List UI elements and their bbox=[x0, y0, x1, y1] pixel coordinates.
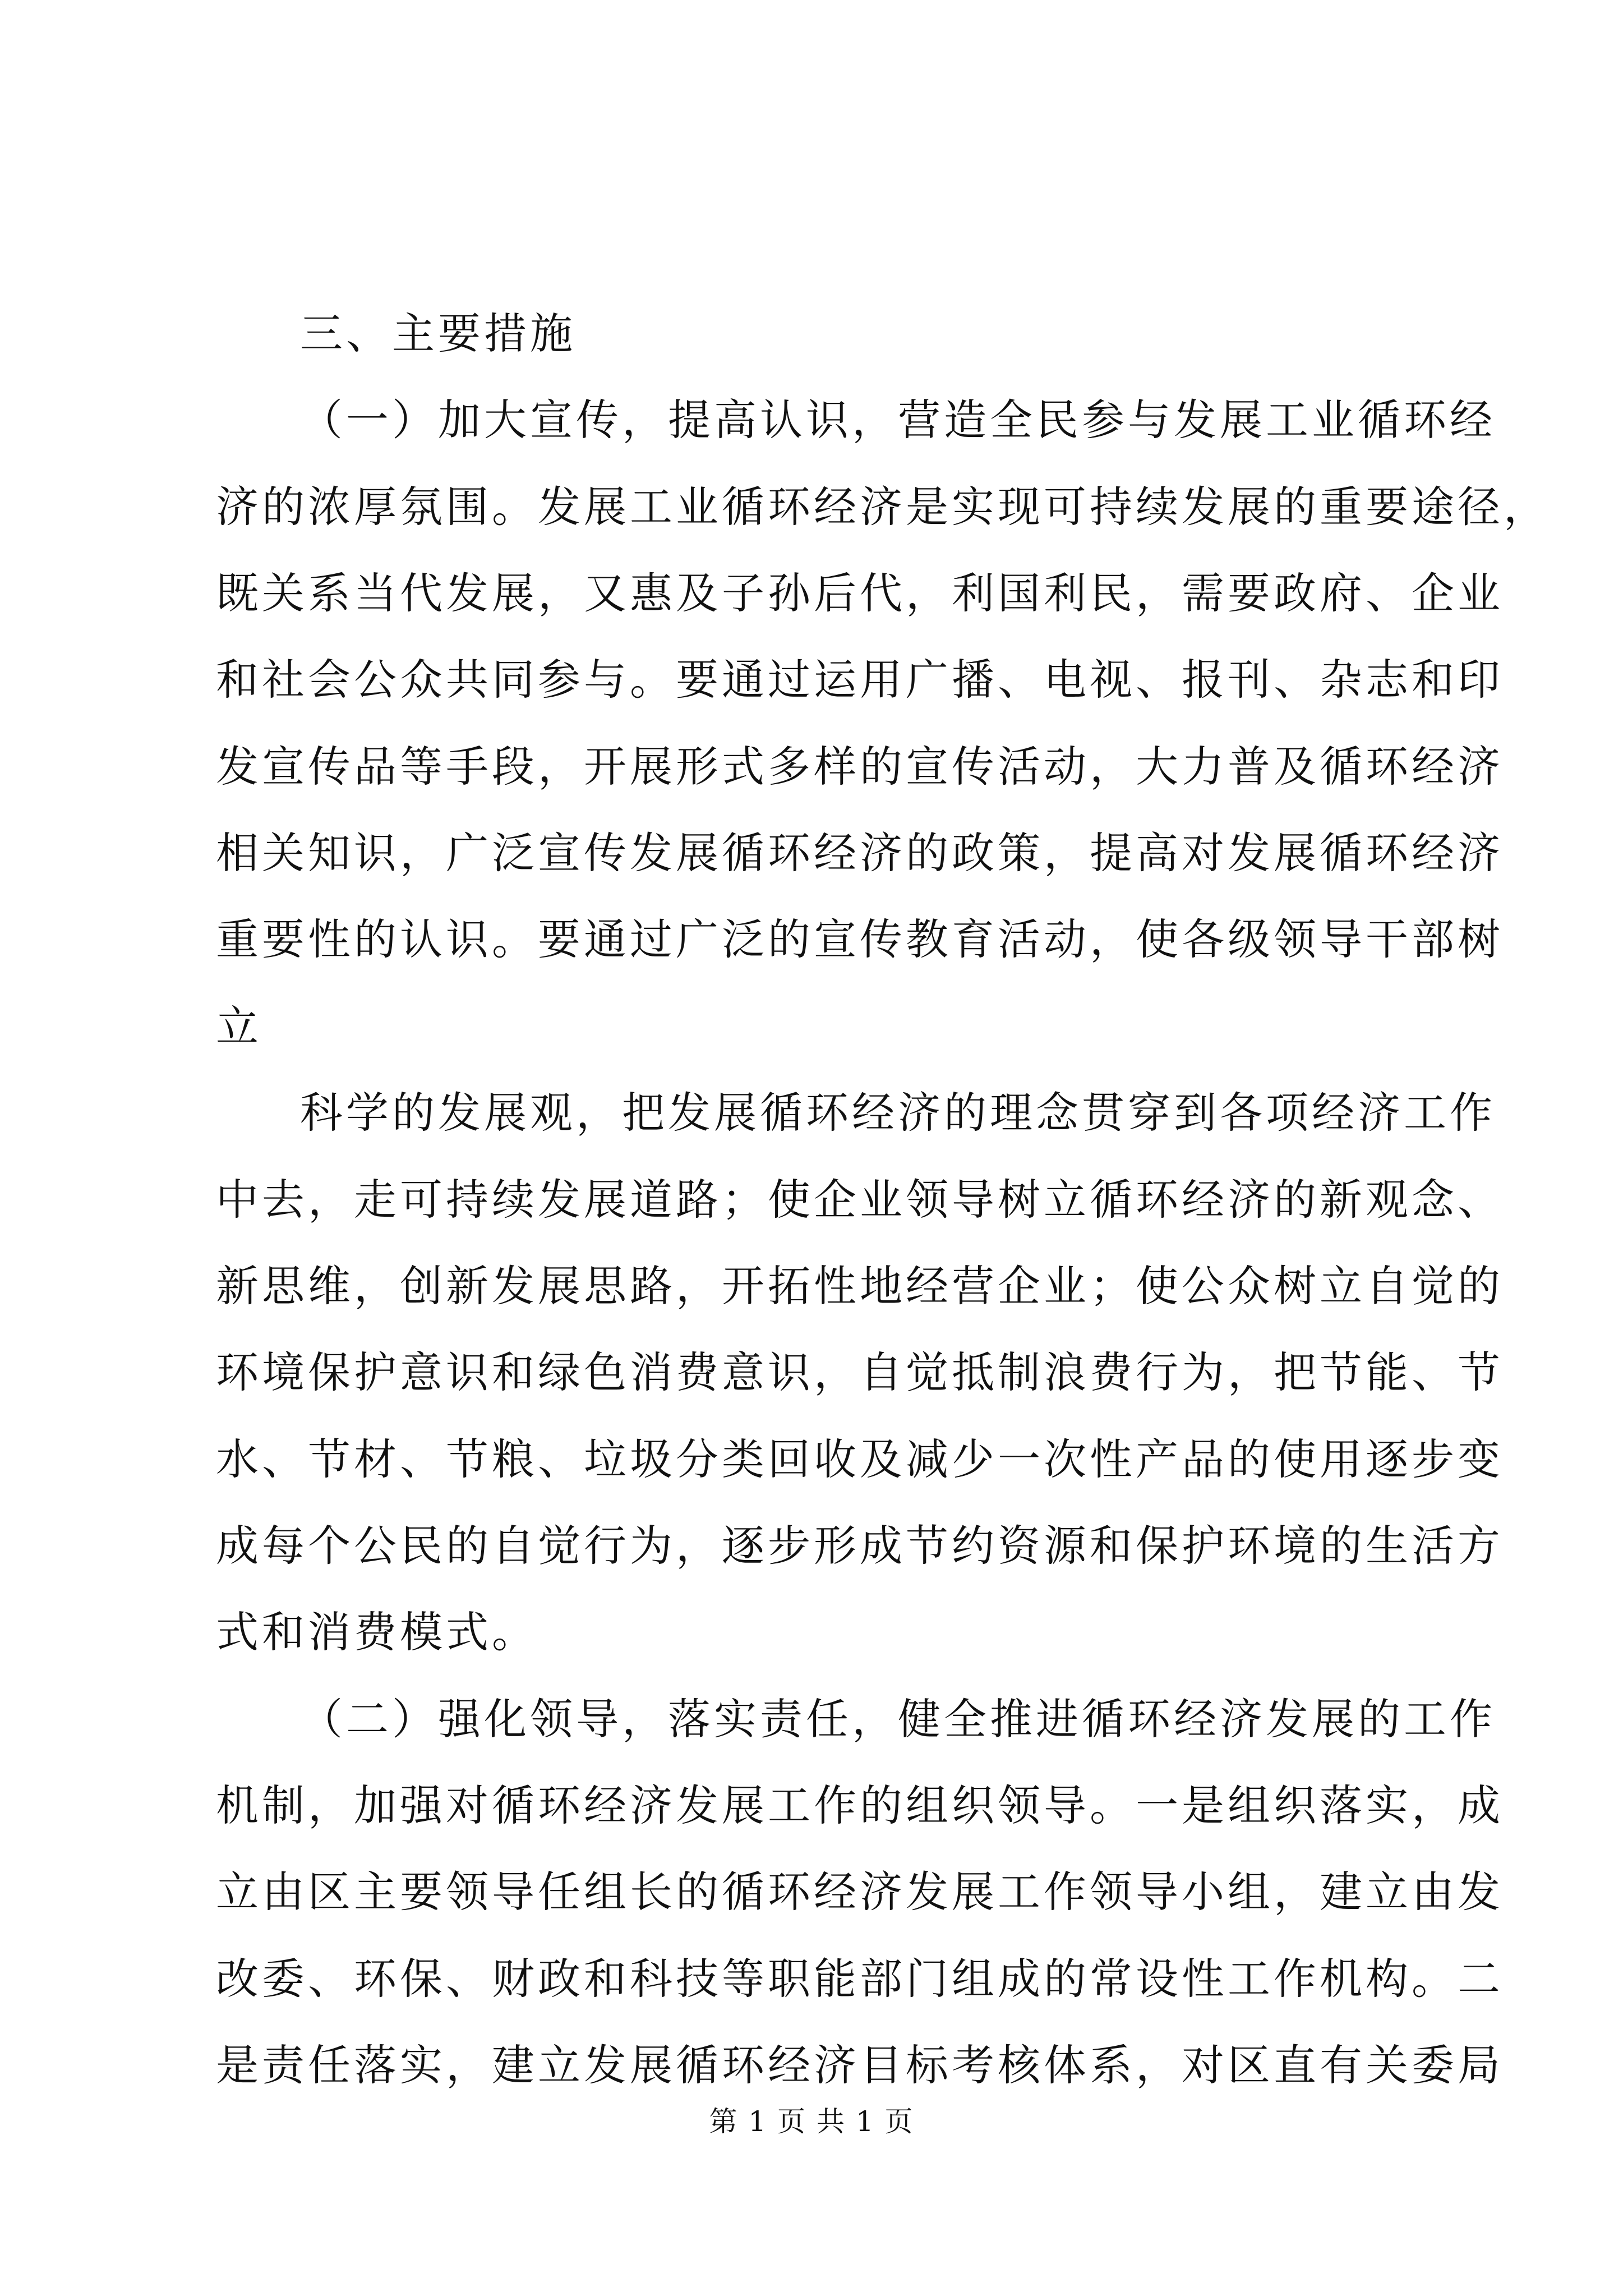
paragraph-2-line-5: 水、节材、节粮、垃圾分类回收及减少一次性产品的使用逐步变 bbox=[216, 1434, 1504, 1484]
paragraph-3-line-1: （二）强化领导，落实责任，健全推进循环经济发展的工作 bbox=[300, 1694, 1496, 1744]
paragraph-2-line-2: 中去，走可持续发展道路；使企业领导树立循环经济的新观念、 bbox=[216, 1175, 1504, 1225]
paragraph-1-line-5: 发宣传品等手段，开展形式多样的宣传活动，大力普及循环经济 bbox=[216, 742, 1504, 792]
paragraph-1-line-4: 和社会公众共同参与。要通过运用广播、电视、报刊、杂志和印 bbox=[216, 655, 1504, 705]
paragraph-3-line-3: 立由区主要领导任组长的循环经济发展工作领导小组，建立由发 bbox=[216, 1867, 1504, 1917]
paragraph-1-line-1: （一）加大宣传，提高认识，营造全民参与发展工业循环经 bbox=[300, 395, 1496, 445]
paragraph-line-19: 改委、环保、财政和科技等职能部门组成的常设性工作机构。二 bbox=[216, 1954, 1504, 2004]
paragraph-1-line-6: 相关知识，广泛宣传发展循环经济的政策，提高对发展循环经济 bbox=[216, 828, 1504, 878]
section-heading: 三、主要措施 bbox=[300, 309, 576, 358]
paragraph-2-line-3: 新思维，创新发展思路，开拓性地经营企业；使公众树立自觉的 bbox=[216, 1261, 1504, 1311]
paragraph-2-line-4: 环境保护意识和绿色消费意识，自觉抵制浪费行为，把节能、节 bbox=[216, 1347, 1504, 1397]
paragraph-2-line-1: 科学的发展观，把发展循环经济的理念贯穿到各项经济工作 bbox=[300, 1088, 1496, 1138]
paragraph-1-line-3: 既关系当代发展，又惠及子孙后代，利国利民，需要政府、企业 bbox=[216, 568, 1504, 618]
page-footer: 第 1 页 共 1 页 bbox=[709, 2105, 914, 2138]
paragraph-1-line-2: 济的浓厚氛围。发展工业循环经济是实现可持续发展的重要途径， bbox=[216, 482, 1550, 532]
paragraph-3-line-2: 机制，加强对循环经济发展工作的组织领导。一是组织落实，成 bbox=[216, 1780, 1504, 1830]
paragraph-1-line-7: 重要性的认识。要通过广泛的宣传教育活动，使各级领导干部树 bbox=[216, 914, 1504, 964]
paragraph-2-line-6: 成每个公民的自觉行为，逐步形成节约资源和保护环境的生活方 bbox=[216, 1521, 1504, 1571]
paragraph-line-20: 是责任落实，建立发展循环经济目标考核体系，对区直有关委局 bbox=[216, 2040, 1504, 2090]
paragraph-1-line-8: 立 bbox=[216, 1001, 262, 1051]
paragraph-2-line-7: 式和消费模式。 bbox=[216, 1607, 538, 1657]
